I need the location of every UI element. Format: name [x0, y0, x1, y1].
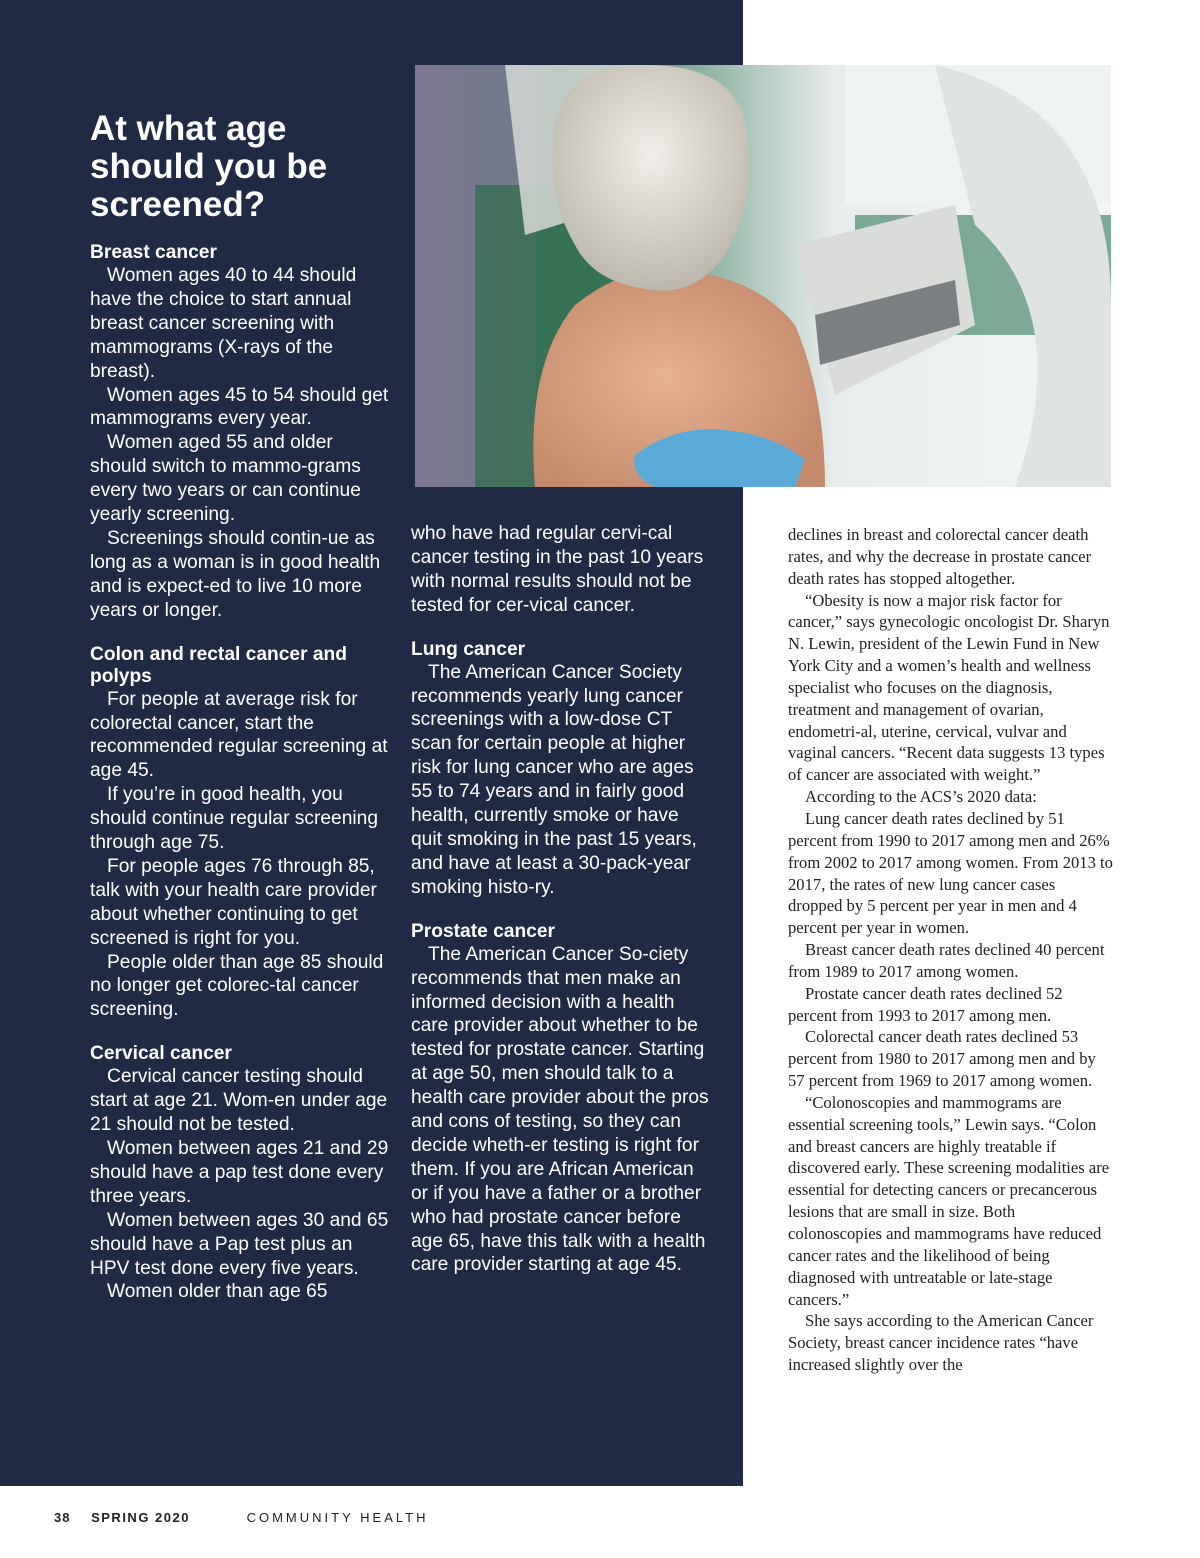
paragraph: “Obesity is now a major risk factor for cancer,” says gynecologic oncologist Dr. Sharyn N. Lewin, president of the Lewin Fund in New York City and a women’s health and wellness specialist who focuses on the diagnosis, treatment and management of ovarian, endometri-al, uterine, cervical, vulvar and vaginal cancers. “Recent data suggests 13 types of cancer are associated with weight.”: [788, 590, 1110, 785]
page-title: At what age should you be screened?: [90, 109, 328, 224]
heading-cervical-cancer: Cervical cancer: [90, 1043, 232, 1065]
paragraph: Women ages 40 to 44 should have the choice to start annual breast cancer screening with mammograms (X-rays of the breast).: [90, 265, 357, 382]
heading-lung-cancer: Lung cancer: [411, 638, 526, 660]
paragraph: The American Cancer So-ciety recommends that men make an informed decision with a health care provider about whether to be tested for prostate cancer. Starting at age 50, men should talk to a health care provider about the pros and cons of testing, so they can decide wheth-er testing is right for them. If you are African American or if you have a father or a brother who had prostate cancer before age 65, have this talk with a health care provider starting at age 45.: [411, 943, 709, 1276]
paragraph: “Colonoscopies and mammograms are essential screening tools,” Lewin says. “Colon and breast cancers are highly treatable if discovered early. These screening modalities are essential for detecting cancers or precancerous lesions that are small in size. Both colonoscopies and mammograms have reduced cancer rates and the likelihood of being diagnosed with untreatable or late-stage cancers.”: [788, 1092, 1110, 1309]
paragraph: For people ages 76 through 85, talk with your health care provider about whether continuing to get screened is right for you.: [90, 855, 377, 949]
page-footer: [54, 1510, 428, 1525]
page-number: 38: [54, 1510, 71, 1525]
heading-breast-cancer: Breast cancer: [90, 242, 217, 263]
paragraph: Colorectal cancer death rates declined 53 percent from 1980 to 2017 among men and by 57 percent from 1969 to 2017 among women.: [788, 1027, 1096, 1091]
paragraph: Women between ages 21 and 29 should have a pap test done every three years.: [90, 1138, 389, 1207]
paragraph: Women ages 45 to 54 should get mammograms every year.: [90, 384, 389, 430]
column-middle: [411, 522, 711, 1277]
paragraph: People older than age 85 should no longer get colorec-tal cancer screening.: [90, 951, 384, 1021]
paragraph: She says according to the American Cancer Society, breast cancer incidence rates “have increased slightly over the: [788, 1311, 1094, 1375]
paragraph-lead: declines in breast and colorectal cancer death rates, and why the decrease in prostate cancer death rates has stopped altogether.: [788, 525, 1092, 588]
column-left: [90, 110, 390, 1304]
paragraph-continuation: who have had regular cervi-cal cancer testing in the past 10 years with normal results should not be tested for cer-vical cancer.: [411, 523, 704, 616]
paragraph: Women older than age 65: [107, 1281, 328, 1303]
paragraph: Women aged 55 and older should switch to mammo-grams every two years or can continue yearly screening.: [90, 432, 361, 526]
paragraph: Lung cancer death rates declined by 51 percent from 1990 to 2017 among men and 26% from 2002 to 2017 among women. From 2013 to 2017, the rates of new lung cancer cases dropped by 5 percent per year in men and 4 percent per year in women.: [788, 808, 1113, 938]
publication-name: COMMUNITY HEALTH: [246, 1510, 429, 1525]
paragraph: Women between ages 30 and 65 should have a Pap test plus an HPV test done every five years.: [90, 1209, 389, 1279]
heading-colon-cancer: Colon and rectal cancer and polyps: [90, 643, 347, 687]
paragraph: Prostate cancer death rates declined 52 percent from 1993 to 2017 among men.: [788, 983, 1063, 1025]
heading-prostate-cancer: Prostate cancer: [411, 920, 555, 942]
paragraph: Screenings should contin-ue as long as a woman is in good health and is expect-ed to live 10 more years or longer.: [90, 527, 381, 621]
paragraph: The American Cancer Society recommends yearly lung cancer screenings with a low-dose CT scan for certain people at higher risk for lung cancer who are ages 55 to 74 years and in fairly good health, currently smoke or have quit smoking in the past 15 years, and have at least a 30-pack-year smoking histo-ry.: [411, 661, 697, 898]
column-right-article: [788, 524, 1113, 1376]
paragraph: According to the ACS’s 2020 data:: [805, 787, 1037, 807]
paragraph: For people at average risk for colorectal cancer, start the recommended regular screening at age 45.: [90, 688, 388, 782]
paragraph: Breast cancer death rates declined 40 percent from 1989 to 2017 among women.: [788, 940, 1105, 981]
mammogram-photo: [415, 65, 1111, 487]
paragraph: Cervical cancer testing should start at age 21. Wom-en under age 21 should not be tested.: [90, 1066, 388, 1136]
issue-season: SPRING 2020: [91, 1510, 190, 1525]
paragraph: If you’re in good health, you should continue regular screening through age 75.: [90, 784, 378, 854]
